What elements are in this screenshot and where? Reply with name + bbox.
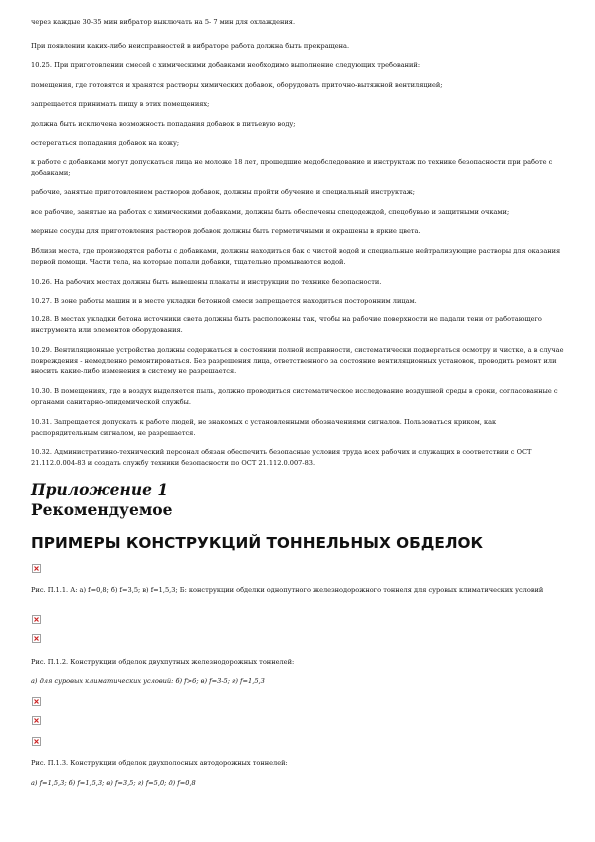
figure-subcaption-p1-3: а) f=1,5,3; б) f=1,5,3; в) f=3,5; г) f=5,0; д) f=0,8	[31, 779, 196, 787]
paragraph-ventilation: помещения, где готовятся и хранятся растворы химических добавок, оборудовать приточно-вытяжной вентиляцией;	[31, 81, 443, 89]
paragraph-vibrator-faults: При появлении каких-либо неисправностей в вибраторе работа должна быть прекращена.	[31, 42, 350, 50]
broken-image-icon	[32, 615, 41, 624]
figure-caption-p1-1: Рис. П.1.1. А: а) f=0,8; б) f=3,5; в) f=1,5,3; Б: конструкции обделки однопутного железнодорожного тоннеля для суровых климатических условий	[31, 586, 544, 594]
paragraph-10-30: 10.30. В помещениях, где в воздух выделяется пыль, должно проводиться систематическое исследование воздушной среды в сроки, согласованные с органами санитарно-эпидемической службы.	[31, 387, 558, 406]
paragraph-10-29: 10.29. Вентиляционные устройства должны содержаться в состоянии полной исправности, систематически подвергаться осмотру и чистке, а в случае повреждения - немедленно ремонтироваться. Без разрешения лица, ответственного за состояние вентиляционных установок, проводить ремонт или вносить какие-либо изменения в систему не разрешается.	[31, 346, 564, 375]
paragraph-training: рабочие, занятые приготовлением растворов добавок, должны пройти обучение и специальный инструктаж;	[31, 188, 415, 196]
paragraph-10-26: 10.26. На рабочих местах должны быть вывешены плакаты и инструкции по технике безопасности.	[31, 278, 382, 286]
paragraph-10-32: 10.32. Административно-технический персонал обязан обеспечить безопасные условия труда всех рабочих и служащих в соответствии с ОСТ 21.112.0.004-83 и создать службу техники безопасности по ОСТ 21.112.0.007-83.	[31, 448, 532, 467]
broken-image-icon	[32, 564, 41, 573]
broken-image-icon	[32, 737, 41, 746]
appendix-title: ПРИМЕРЫ КОНСТРУКЦИЙ ТОННЕЛЬНЫХ ОБДЕЛОК	[31, 534, 484, 552]
figure-caption-p1-2: Рис. П.1.2. Конструкции обделок двухпутных железнодорожных тоннелей:	[31, 658, 295, 666]
paragraph-skin: остерегаться попадания добавок на кожу;	[31, 139, 180, 147]
paragraph-protective-gear: все рабочие, занятые на работах с химическими добавками, должны быть обеспечены спецодеждой, спецобувью и защитными очками;	[31, 208, 510, 216]
paragraph-containers: мерные сосуды для приготовления растворов добавок должны быть герметичными и окрашены в яркие цвета.	[31, 227, 421, 235]
paragraph-10-31: 10.31. Запрещается допускать к работе людей, не знакомых с установленными обозначениями сигналов. Пользоваться криком, как распорядительным сигналом, не разрешается.	[31, 418, 497, 437]
figure-caption-p1-3: Рис. П.1.3. Конструкции обделок двухполосных автодорожных тоннелей:	[31, 759, 288, 767]
paragraph-10-25: 10.25. При приготовлении смесей с химическими добавками необходимо выполнение следующих требований:	[31, 61, 421, 69]
paragraph-10-28: 10.28. В местах укладки бетона источники света должны быть расположены так, чтобы на рабочие поверхности не падали тени от работающего инструмента или элементов оборудования.	[31, 315, 542, 334]
paragraph-age-18: к работе с добавками могут допускаться лица не моложе 18 лет, прошедшие медобследование и инструктаж по технике безопасности при работе с добавками;	[31, 158, 553, 177]
paragraph-vibrator-cooling: через каждые 30-35 мин вибратор выключать на 5- 7 мин для охлаждения.	[31, 18, 296, 26]
paragraph-10-27: 10.27. В зоне работы машин и в месте укладки бетонной смеси запрещается находиться посторонним лицам.	[31, 297, 417, 305]
broken-image-icon	[32, 697, 41, 706]
paragraph-no-food: запрещается принимать пищу в этих помещениях;	[31, 100, 210, 108]
appendix-subheading: Рекомендуемое	[31, 500, 173, 519]
broken-image-icon	[32, 634, 41, 643]
figure-subcaption-p1-2: а) для суровых климатических условий: б) f>6; в) f=3-5; г) f=1,5,3	[31, 677, 265, 685]
broken-image-icon	[32, 716, 41, 725]
appendix-heading: Приложение 1	[31, 480, 169, 499]
paragraph-first-aid: Вблизи места, где производятся работы с добавками, должны находиться бак с чистой водой и специальные нейтрализующие растворы для оказания первой помощи. Части тела, на которые попали добавки, тщательно промываются водой.	[31, 247, 561, 266]
paragraph-drinking-water: должна быть исключена возможность попадания добавок в питьевую воду;	[31, 120, 296, 128]
